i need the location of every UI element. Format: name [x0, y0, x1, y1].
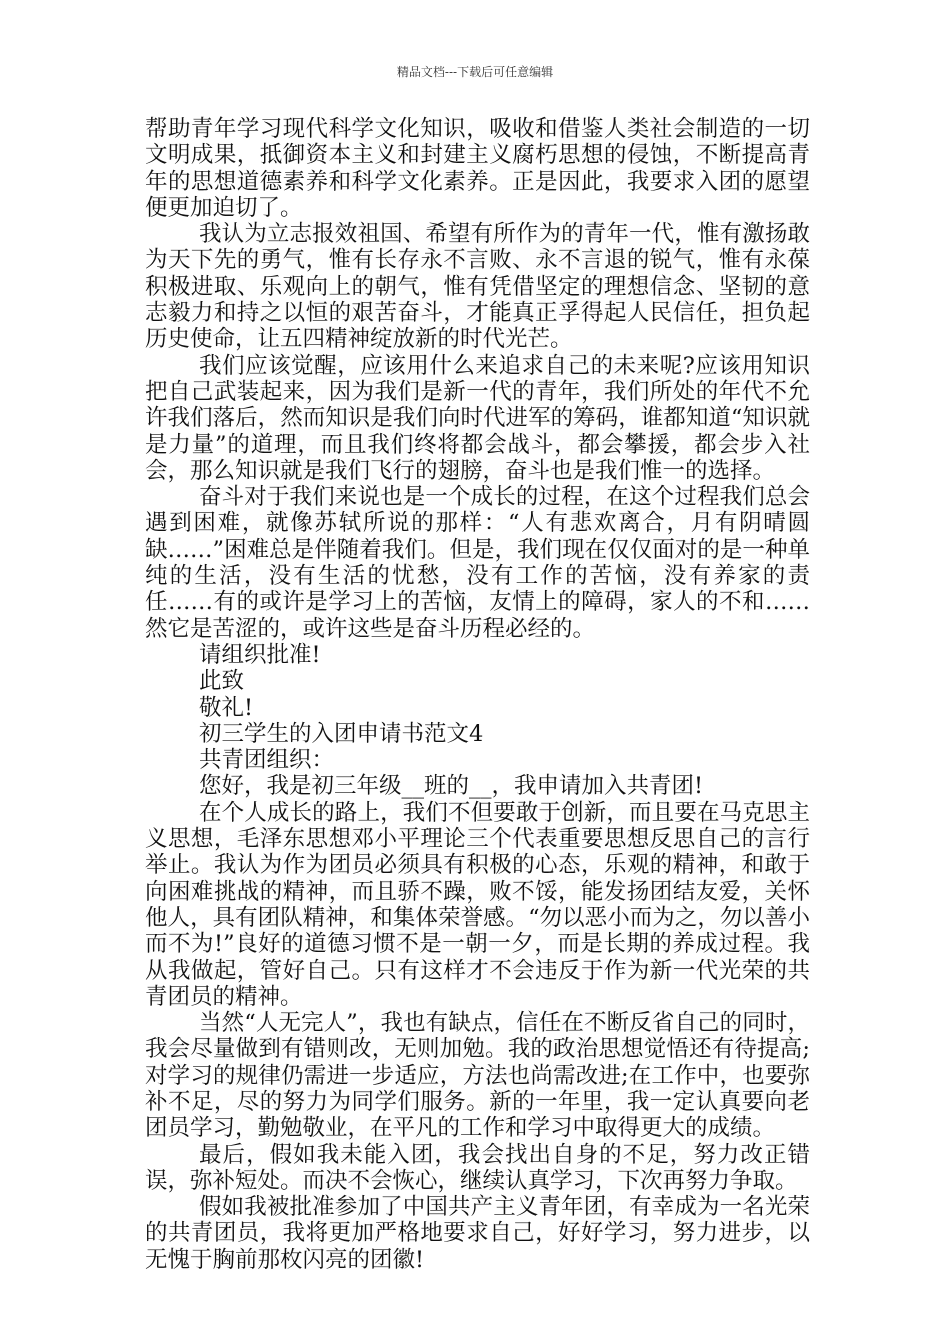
paragraph: 您好，我是初三年级__班的__，我申请加入共青团! [199, 773, 704, 800]
salutation: 共青团组织： [199, 747, 335, 774]
paragraph: 当然“人无完人”，我也有缺点，信任在不断反省自己的同时，我会尽量做到有错则改，无则加勉。我的政治思想觉悟还有待提高;对学习的规律仍需进一步适应，方法也尚需改进;在工作中，也要弥补不足，尽的努力为同学们服务。新的一年里，我一定认真要向老团员学习，勤勉敬业，在平凡的工作和学习中取得更大的成绩。 [145, 1010, 810, 1142]
paragraph: 最后，假如我未能入团，我会找出自身的不足，努力改正错误，弥补短处。而决不会恢心，继续认真学习，下次再努力争取。 [145, 1141, 810, 1194]
paragraph: 假如我被批准参加了中国共产主义青年团，有幸成为一名光荣的共青团员，我将更加严格地要求自己，好好学习，努力进步，以无愧于胸前那枚闪亮的团徽! [145, 1194, 810, 1273]
paragraph: 我们应该觉醒，应该用什么来追求自己的未来呢?应该用知识把自己武装起来，因为我们是新一代的青年，我们所处的年代不允许我们落后，然而知识是我们向时代进军的筹码，谁都知道“知识就是力量”的道理，而且我们终将都会战斗，都会攀援，都会步入社会，那么知识就是我们飞行的翅膀，奋斗也是我们惟一的选择。 [145, 352, 810, 484]
section-title: 初三学生的入团申请书范文4 [199, 720, 484, 747]
paragraph: 在个人成长的路上，我们不但要敢于创新，而且要在马克思主义思想，毛泽东思想邓小平理论三个代表重要思想反思自己的言行举止。我认为作为团员必须具有积极的心态，乐观的精神，和敢于向困难挑战的精神，而且骄不躁，败不馁，能发扬团结友爱，关怀他人，具有团队精神，和集体荣誉感。“勿以恶小而为之，勿以善小而不为!”良好的道德习惯不是一朝一夕，而是长期的养成过程。我从我做起，管好自己。只有这样才不会违反于作为新一代光荣的共青团员的精神。 [145, 799, 810, 1010]
document-body [145, 116, 810, 1273]
page-header: 精品文档---下载后可任意编辑 [396, 65, 554, 79]
closing-line: 此致 [199, 668, 245, 695]
closing-line: 敬礼! [199, 694, 254, 721]
paragraph: 我认为立志报效祖国、希望有所作为的青年一代，惟有激扬敢为天下先的勇气，惟有长存永不言败、永不言退的锐气，惟有永葆积极进取、乐观向上的朝气，惟有凭借坚定的理想信念、坚韧的意志毅力和持之以恒的艰苦奋斗，才能真正孚得起人民信任，担负起历史使命，让五四精神绽放新的时代光芒。 [145, 221, 810, 353]
paragraph: 帮助青年学习现代科学文化知识，吸收和借鉴人类社会制造的一切文明成果，抵御资本主义和封建主义腐朽思想的侵蚀，不断提高青年的思想道德素养和科学文化素养。正是因此，我要求入团的愿望便更加迫切了。 [145, 116, 810, 221]
paragraph: 奋斗对于我们来说也是一个成长的过程，在这个过程我们总会遇到困难，就像苏轼所说的那样：“人有悲欢离合，月有阴晴圆缺……”困难总是伴随着我们。但是，我们现在仅仅面对的是一种单纯的生活，没有生活的忧愁，没有工作的苦恼，没有养家的责任……有的或许是学习上的苦恼，友情上的障碍，家人的不和……然它是苦涩的，或许这些是奋斗历程必经的。 [145, 484, 810, 642]
closing-line: 请组织批准! [199, 641, 321, 668]
